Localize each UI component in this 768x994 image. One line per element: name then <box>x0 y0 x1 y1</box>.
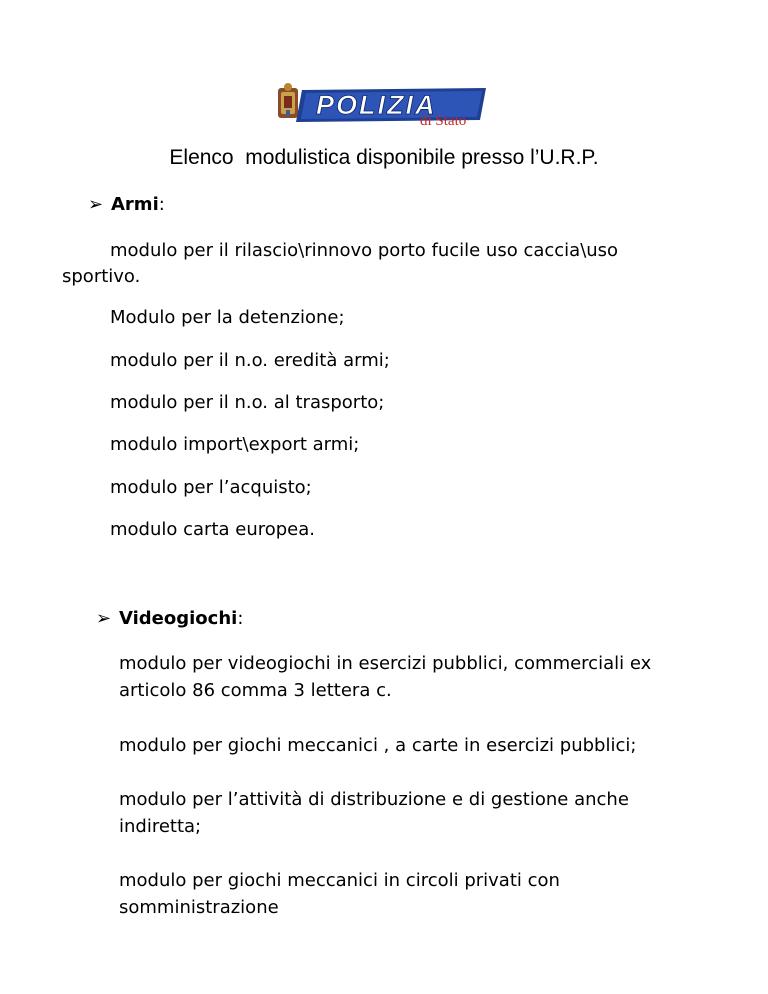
arrow-bullet-icon: ➢ <box>88 194 104 215</box>
list-item: modulo per il n.o. eredità armi; <box>110 350 390 371</box>
list-item: sportivo. <box>62 266 141 287</box>
section-colon: : <box>237 608 244 629</box>
list-item: modulo per l’acquisto; <box>110 477 312 498</box>
section-title: Armi <box>111 194 159 215</box>
list-item: indiretta; <box>119 816 202 837</box>
list-item: modulo per l’attività di distribuzione e di gestione anche <box>119 789 629 810</box>
list-item: articolo 86 comma 3 lettera c. <box>119 680 392 701</box>
list-item: somministrazione <box>119 897 279 918</box>
list-item: modulo import\export armi; <box>110 434 360 455</box>
section-colon: : <box>158 194 165 215</box>
page-title: Elenco modulistica disponibile presso l’U.R.P. <box>169 146 599 169</box>
list-item: modulo per giochi meccanici , a carte in esercizi pubblici; <box>119 735 637 756</box>
polizia-di-stato-logo <box>272 82 504 128</box>
list-item: modulo carta europea. <box>110 519 316 540</box>
section-title: Videogiochi <box>119 608 238 629</box>
logo-sub-text: di Stato <box>420 113 467 128</box>
list-item: modulo per giochi meccanici in circoli privati con <box>119 870 560 891</box>
list-item: modulo per il n.o. al trasporto; <box>110 392 385 413</box>
crest-icon <box>278 83 298 118</box>
list-item: Modulo per la detenzione; <box>110 307 345 328</box>
section-heading-armi <box>88 194 165 215</box>
list-item: modulo per videogiochi in esercizi pubblici, commerciali ex <box>119 653 652 674</box>
logo-main-text: POLIZIA <box>316 90 437 120</box>
list-item: modulo per il rilascio\rinnovo porto fucile uso caccia\uso <box>110 240 619 261</box>
section-heading-videogiochi <box>96 608 243 629</box>
arrow-bullet-icon: ➢ <box>96 608 112 629</box>
